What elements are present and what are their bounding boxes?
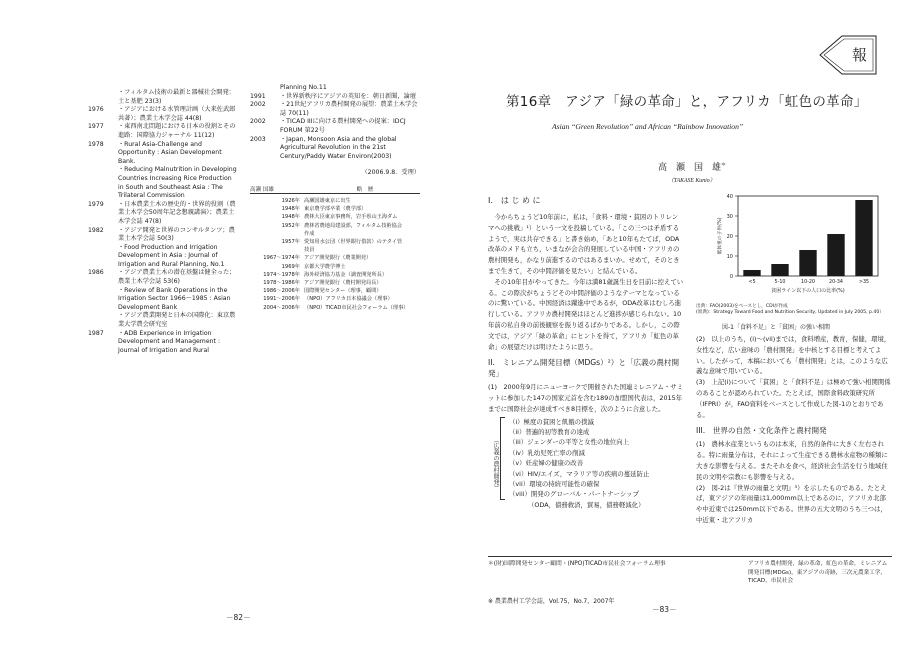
reference-text: ・東西南北問題における日本の役割とその進路：国際協力ジャーナル 11(12): [118, 123, 236, 139]
author: [658, 160, 726, 173]
bar: [799, 250, 816, 276]
y-tick-label: 40: [726, 194, 733, 200]
x-tick-label: >35: [858, 280, 870, 285]
section-3-paragraph-1: (1) 農林水産業というものは本来，自然的条件に大きく左右される。特に雨量分布は，それによって生産できる農林水産物の種類に大きな影響を与える。またそれを食べ，経済社会生活を行う地域住民の文明や宗教にも影響を与える。: [696, 440, 888, 481]
history-row: [250, 197, 420, 205]
history-row: [250, 279, 420, 287]
reference-year: [250, 84, 280, 93]
history-text: （NPO）TICAD市民社会フォーラム（理事）: [304, 304, 409, 311]
reference-year: 2003: [250, 135, 266, 143]
right-page: [460, 0, 920, 650]
history-year: [250, 246, 304, 254]
reference-entry: [250, 101, 420, 118]
goals-bracket-line: [500, 417, 505, 500]
section-1-paragraph-1: 今からちょうど10年前に，私は，「食料・環境・貧困のトリレンマへの挑戦」¹）という一文を投稿している。「この三つは矛盾するようで，実は共存できる」と書き始め，「あと10年もたてば，ODA改革のメドも立ち，いまなが会合的発展している中国・アフリカの農村開発も，かなり前進するのではあるまいか。せめて，そのときまで生きて，その中間評価を見たい」と結んでいる。: [488, 213, 680, 275]
reference-year: 2002: [250, 118, 266, 126]
mdg-goal-item: （vi）HIV/エイズ，マラリア等の疾病の蔓延防止: [509, 469, 650, 478]
reference-entry: [88, 287, 238, 313]
journal-info: ※ 農業農村工学会誌，Vol.75，No.7，2007年: [488, 598, 615, 605]
history-row: [250, 295, 420, 303]
history-text: アジア開発銀行（農村開発局長）: [304, 280, 382, 287]
history-text: 作成: [304, 230, 315, 237]
history-row: [250, 304, 420, 312]
reference-text: Planning No.11: [280, 84, 327, 91]
history-text: 技員: [304, 247, 315, 254]
mdg-goal-item: （iv）乳幼児死亡率の削減: [509, 448, 585, 457]
history-row: [250, 230, 420, 238]
history-row: [250, 271, 420, 279]
x-tick-label: 5-10: [774, 280, 786, 285]
author-name: 高 瀬 国 雄: [658, 163, 722, 173]
bar: [771, 264, 788, 276]
reference-text: ・世界新秩序にアジアの英知を：朝日新聞，論壇: [280, 92, 416, 100]
y-tick-label: 20: [726, 234, 733, 240]
history-text: 農林省農地局建設部，フィルタム技術協会: [304, 222, 402, 229]
reference-entry: [88, 89, 238, 106]
history-row: [250, 287, 420, 295]
history-year: 1978～1986年: [263, 280, 300, 287]
history-year: 1926年: [281, 198, 300, 204]
history-header: [250, 185, 420, 193]
history-table: [250, 197, 420, 312]
reference-entry: [250, 93, 420, 102]
text-column-1: [488, 195, 684, 510]
references-column-1: [88, 89, 238, 355]
history-year: 1957年: [281, 239, 300, 246]
column-2-paragraph-1: (2) 以上のうち，(i)～(vii)までは，食料増産，教育，保健，環境，女性など，広い意味の「農村開発」を中核とする目標と考えてよい。したがって，本稿においても「農村開発」とは，このような広義な意味で用いている。: [696, 335, 891, 376]
bar: [855, 200, 872, 276]
section-1-heading: I. は じ め に: [488, 196, 541, 205]
reference-year: [88, 166, 118, 200]
english-title: Asian “Green Revolution” and African “Rainbow Innovation”: [552, 122, 744, 131]
reference-text: ・TICAD IIIに向ける農村開発への提案：IDCJ FORUM 第22号: [280, 118, 406, 134]
history-text: アジア開発銀行（農業開発）: [304, 255, 372, 262]
reference-year: [88, 89, 118, 106]
chapter-title: 第16章 アジア「緑の革命」と，アフリカ「虹色の革命」: [506, 94, 868, 110]
reference-year: 1982: [88, 226, 104, 234]
history-row: [250, 238, 420, 246]
goals-bracket-label: （広義の農村開発）: [492, 436, 499, 491]
reference-year: 2002: [250, 101, 266, 109]
reference-text: ・Rural Asia-Challenge and Opportunity : Asian Development Bank.: [118, 140, 222, 165]
x-axis-label: 貧困ライン以下の人口の比率(%): [771, 288, 845, 294]
reference-year: 1977: [88, 123, 104, 131]
reference-text: ・アジアにおける水管理計画（大来佐武郎共著）；農業土木学会誌 44(8): [118, 106, 236, 122]
reference-text: ・フィルタム技術の最新と器械社会開発：土と基肥 23(3): [118, 89, 235, 105]
mdg-goal-item: （ii）普遍的初等教育の達成: [509, 427, 590, 436]
reference-year: 1979: [88, 200, 104, 208]
reference-text: ・Japan, Monsoon Asia and the global Agricultural Revolution in the 21st Century/Paddy Water Environ(2003): [280, 135, 397, 160]
x-tick-label: <5: [748, 280, 756, 285]
reference-entry: [88, 269, 238, 286]
history-year: 1991～2006年: [263, 296, 300, 303]
mdg-goal-item: （iii）ジェンダーの平等と女性の地位向上: [509, 438, 629, 447]
reference-year: 1978: [88, 140, 104, 148]
x-tick-label: 20-34: [829, 280, 843, 285]
section-3-paragraph-2: (2) 図-2は『世界の雨量と文明』³）を示したものである。たとえば，東アジアの年雨量は1,000mm以上であるのに，アフリカ北部や中近東では250mm以下である。世界の五大文明のうち三つは，中近東・北アフリカ: [696, 483, 887, 524]
reference-entry: [250, 136, 420, 162]
history-row: [250, 222, 420, 230]
history-text: 海外経済協力基金（調査開発所長）: [304, 271, 388, 278]
reference-year: [88, 287, 118, 313]
reference-entry: [88, 244, 238, 270]
reference-entry: [88, 201, 238, 227]
y-tick-label: 30: [726, 214, 733, 220]
author-romaji: （TAKASE Kunio）: [668, 178, 716, 184]
reference-entry: [88, 312, 238, 329]
report-badge: [818, 34, 878, 76]
footnote-divider: [488, 556, 892, 557]
history-year: 1948年: [281, 214, 300, 221]
reference-entry: [88, 227, 238, 244]
bar: [827, 234, 844, 276]
goals-block: [488, 417, 684, 500]
reference-year: 1986: [88, 269, 104, 277]
history-text: 国際開発センター（理事，顧問）: [304, 288, 382, 295]
left-page-number: －82－: [226, 613, 251, 622]
author-sup: ＊: [721, 162, 727, 168]
goals-note: （ODA，債務救済，貿易，債務軽減化）: [528, 500, 645, 509]
history-row: [250, 263, 420, 271]
mdg-goal-item: （viii）開発のグローバル・パートナーシップ: [509, 490, 639, 499]
reference-entry: [88, 106, 238, 123]
reference-entry: [250, 118, 420, 135]
figure-1-bar-chart: [708, 190, 888, 302]
badge-label: 報: [852, 46, 868, 64]
column-2-paragraph-2: (3) 上記(i)について「貧困」と「食料不足」は極めて強い相関関係のあることが認められていた。たとえば，国際食料政策研究所（IFPRI）が，FAO資料をベースとして作成した図-1のとおりである。: [696, 378, 891, 419]
reference-text: ・アジア開発と世界のコンサルタンツ；農業土木学会誌 50(3): [118, 226, 235, 243]
y-tick-label: 10: [726, 254, 733, 260]
references-column-2: [250, 84, 420, 178]
history-divider-top: [250, 193, 420, 194]
history-text: 東京農学部卒業（農学部）: [304, 206, 367, 213]
history-row: [250, 246, 420, 254]
history-row: [250, 254, 420, 262]
history-year: 1948年: [281, 206, 300, 213]
mdg-goal-item: （vii）環境の持続可能性の確保: [509, 480, 600, 488]
bar: [743, 270, 760, 276]
mdg-goal-item: （i）極度の貧困と飢餓の撲滅: [509, 417, 594, 426]
y-axis-label: 低体重の子供(%): [718, 217, 723, 255]
history-row: [250, 213, 420, 221]
history-year: 1967～1974年: [263, 255, 300, 262]
section-2-heading: II. ミレニアム開発目標（MDGs）²）と「広義の農村開発」: [488, 358, 680, 378]
chart-source: 出典：FAO(2003)をベースとし，CDIが作成 (原典)：Strategy Toward Food and Nutrition Security, Updated in July 2005, p.40）: [696, 304, 884, 315]
reference-entry: [88, 166, 238, 200]
reference-year: 1987: [88, 329, 104, 337]
reference-year: [88, 244, 118, 270]
badge-arrow-shape: [820, 36, 876, 74]
y-tick-label: 0: [729, 274, 733, 280]
keywords: アフリカ農村開発，緑の革命，虹色の革命，ミレニアム開発目標(MDGs)，東アジアの奇跡，三次元農業工学，TICAD，市民社会: [748, 561, 888, 584]
history-text: 高瀬国雄東京に出生: [304, 198, 351, 204]
right-page-number: －83－: [652, 605, 677, 614]
reference-entry: [88, 141, 238, 167]
reference-year: 1976: [88, 106, 104, 114]
reference-text: ・アジア農業土木の潜在基盤は健全った；農業土木学会誌 53(6): [118, 269, 236, 286]
history-year: 2004～2006年: [263, 304, 300, 311]
reference-entry: [88, 330, 238, 356]
history-text: （NPO）アフリカ日本協議会（理事）: [304, 296, 393, 303]
x-tick-label: 10-20: [801, 280, 815, 285]
text-column-2: [696, 334, 892, 526]
reference-text: ・Food Production and Irrigation Development in Asia : Journal of Irrigation and Rural Planning, No.1: [118, 243, 225, 268]
reference-text: ・Review of Bank Operations in the Irrigation Sector 1966～1985 : Asian Development Bank: [118, 286, 231, 311]
history-text: 愛知用水公団（世界銀行借款）のテタイ管: [304, 239, 403, 246]
figure-1-title: 図-1「食料不足」と「貧困」の強い相関: [722, 324, 830, 331]
history-year: 1969年: [281, 263, 300, 270]
history-year: 1986～2006年: [263, 288, 300, 295]
received-note: （2006.9.8．受理）: [361, 169, 420, 177]
history-year: [250, 230, 304, 238]
reference-text: ・21世紀アフリカ農村開発の展望：農業土木学会誌 70(11): [280, 101, 418, 117]
section-1-paragraph-2: その10年目がやってきた。今年は満81歳誕生日を目前に控えている。この際次がちょうどその中間評価のようなテーマとなっているのに驚いている。中国経済は躍進中であるが，ODA改革はむしろ進行している。アフリカ農村開発はほとんど進捗が感じられない。10年前の私自身の前後観察を振り返るばかりである。しかし，この際文では，アジア「緑の革命」にヒントを得て，アフリカ「虹色の革命」の展望だけは明けたように思う。: [488, 277, 684, 351]
history-text: 京都大学農学博士: [304, 263, 346, 270]
reference-text: ・日本農業土木の歴史的・世界的役割（農業土木学会50周年記念懇親講演）；農業土木学会誌 47(8): [118, 200, 236, 225]
reference-text: ・ADB Experience in Irrigation Development and Management : Journal of Irrigation and Rural: [118, 329, 221, 354]
history-row: [250, 205, 420, 213]
history-text: 農林大臣東京事務所，岩手県山王海ダム: [304, 214, 398, 221]
mdg-goal-item: （v）妊産婦の健康の改善: [509, 459, 584, 468]
history-header-name: 高瀬 国雄: [250, 187, 275, 193]
section-2-paragraph-1: (1) 2000年9月にニューヨークで開催された国連ミレニアム・サミットに参加した147の国家元首を含む189の加盟国代表は，2015年までに国際社会が達成すべき8目標を，次のように合意した。: [488, 383, 684, 413]
reference-year: [88, 312, 118, 329]
reference-text: ・Reducing Malnutrition in Developing Countries Increasing Rice Production in South and Southeast Asia : The Trilateral Commission: [118, 166, 237, 200]
reference-text: ・アジア農業開発と日本の国際化：東京農業大学農会研究室: [118, 312, 236, 329]
history-year: 1974～1978年: [263, 271, 300, 278]
reference-entry: [88, 123, 238, 140]
mdg-goals-list: [509, 417, 649, 500]
reference-entry: [250, 84, 420, 93]
history-header-title: 略 歴: [356, 187, 374, 193]
history-year: 1952年: [281, 222, 300, 229]
footnote: ＊(財)国際開発センター顧問・(NPO)TICAD市民社会フォーラム理事: [488, 561, 666, 567]
reference-year: 1991: [250, 92, 266, 100]
section-3-heading: III. 世界の自然・文化条件と農村開発: [696, 426, 827, 436]
